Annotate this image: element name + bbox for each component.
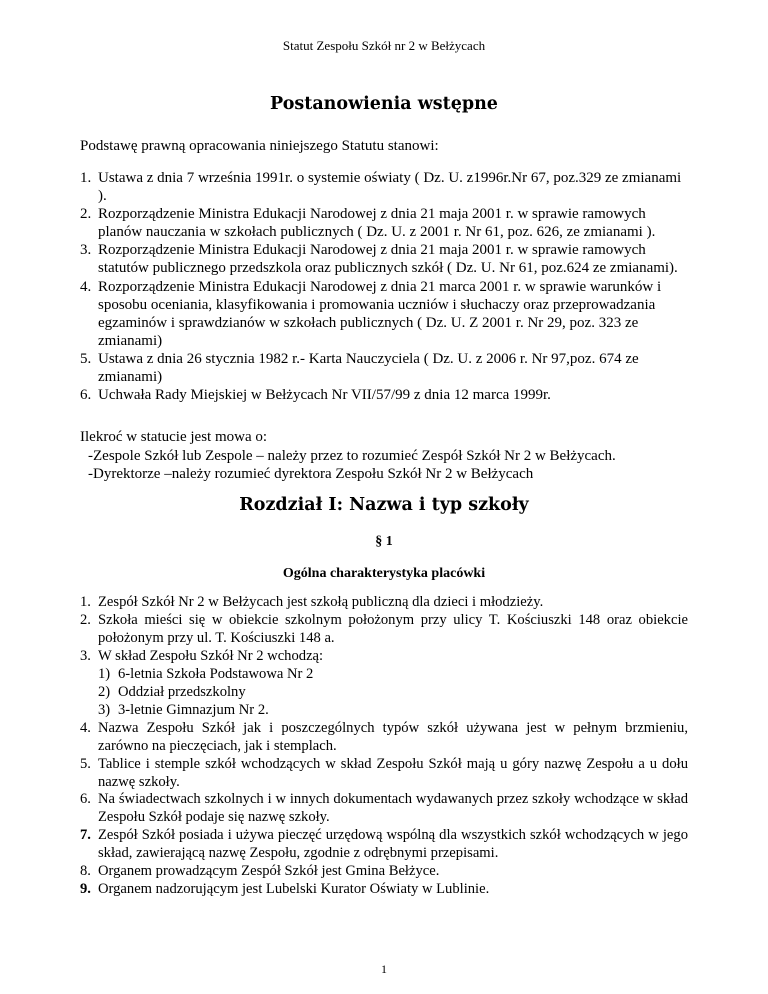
item-number: 5. bbox=[80, 755, 91, 772]
list-item bbox=[80, 612, 688, 648]
definition-item: -Dyrektorze –należy rozumieć dyrektora Zespołu Szkół Nr 2 w Bełżycach bbox=[88, 466, 534, 482]
nested-list bbox=[98, 666, 688, 720]
item-number: 2) bbox=[98, 683, 111, 700]
item-text: Oddział przedszkolny bbox=[118, 683, 246, 700]
definitions-block bbox=[80, 428, 616, 484]
item-number: 3. bbox=[80, 647, 91, 664]
item-text: Zespół Szkół posiada i używa pieczęć urzędową wspólną dla wszystkich szkół wchodzących w jego skład, zawierającą nazwę Zespołu, zgodnie z odrębnymi przepisami. bbox=[98, 827, 688, 862]
item-text: Szkoła mieści się w obiekcie szkolnym położonym przy ulicy T. Kościuszki 148 oraz obiekcie położonym przy ul. T. Kościuszki 148 a. bbox=[98, 611, 688, 646]
item-number: 8. bbox=[80, 863, 91, 880]
item-text: Na świadectwach szkolnych i w innych dokumentach wydawanych przez szkoły wchodzące w skład Zespołu Szkół podaje się nazwę szkoły. bbox=[98, 791, 688, 826]
item-number: 4. bbox=[80, 719, 91, 736]
list-item bbox=[80, 594, 688, 612]
list-item bbox=[80, 756, 688, 792]
list-item bbox=[80, 350, 688, 386]
item-text: Rozporządzenie Ministra Edukacji Narodowej z dnia 21 marca 2001 r. w sprawie warunków i sposobu oceniania, klasyfikowania i promowania uczniów i słuchaczy oraz przeprowadzania egzaminów i sprawdzianów w szkołach publicznych ( Dz. U. Z 2001 r. Nr 29, poz. 323 ze zmianami) bbox=[98, 278, 662, 349]
definitions-intro: Ilekroć w statucie jest mowa o: bbox=[80, 429, 268, 445]
list-item bbox=[80, 827, 688, 863]
item-text: Organem prowadzącym Zespół Szkół jest Gmina Bełżyce. bbox=[98, 863, 440, 880]
item-text: 3-letnie Gimnazjum Nr 2. bbox=[118, 701, 269, 718]
list-item bbox=[80, 648, 688, 720]
list-item bbox=[80, 863, 688, 881]
list-item bbox=[80, 278, 688, 350]
list-item bbox=[80, 720, 688, 756]
list-item bbox=[80, 205, 688, 241]
item-text: Zespół Szkół Nr 2 w Bełżycach jest szkołą publiczną dla dzieci i młodzieży. bbox=[98, 594, 544, 610]
chapter-title: Rozdział I: Nazwa i typ szkoły bbox=[239, 495, 529, 515]
running-header: Statut Zespołu Szkół nr 2 w Bełżycach bbox=[282, 38, 486, 53]
item-text: Rozporządzenie Ministra Edukacji Narodowej z dnia 21 maja 2001 r. w sprawie ramowych statutów publicznego przedszkola oraz publicznych szkół ( Dz. U. Nr 61, poz.624 ze zmianami). bbox=[98, 242, 678, 277]
preamble-intro: Podstawę prawną opracowania niniejszego Statutu stanowi: bbox=[80, 138, 439, 154]
list-item bbox=[80, 386, 688, 404]
nested-list-item bbox=[98, 684, 688, 702]
nested-list-item bbox=[98, 702, 688, 720]
page-number: 1 bbox=[381, 962, 387, 976]
item-number: 1. bbox=[80, 170, 92, 186]
item-text: Ustawa z dnia 7 września 1991r. o systemie oświaty ( Dz. U. z1996r.Nr 67, poz.329 ze zmianami ). bbox=[98, 170, 682, 205]
list-item bbox=[80, 241, 688, 277]
item-number: 2. bbox=[80, 206, 92, 223]
preamble-title: Postanowienia wstępne bbox=[270, 94, 498, 114]
list-item bbox=[80, 791, 688, 827]
item-text: 6-letnia Szkoła Podstawowa Nr 2 bbox=[118, 665, 314, 682]
paragraph-symbol: § 1 bbox=[375, 534, 393, 549]
item-text: Rozporządzenie Ministra Edukacji Narodowej z dnia 21 maja 2001 r. w sprawie ramowych planów nauczania w szkołach publicznych ( Dz. U. z 2001 r. Nr 61, poz. 626, ze zmianami ). bbox=[98, 206, 656, 241]
item-text: Nazwa Zespołu Szkół jak i poszczególnych typów szkół używana jest w pełnym brzmieniu, zarówno na pieczęciach, jak i stemplach. bbox=[98, 719, 688, 754]
item-text: Ustawa z dnia 26 stycznia 1982 r.- Karta Nauczyciela ( Dz. U. z 2006 r. Nr 97,poz. 674 ze zmianami) bbox=[98, 350, 639, 386]
item-text: Tablice i stemple szkół wchodzących w skład Zespołu Szkół mają u góry nazwę Zespołu a u dołu nazwę szkoły. bbox=[98, 755, 688, 790]
item-number: 1. bbox=[80, 594, 91, 610]
section-subtitle: Ogólna charakterystyka placówki bbox=[282, 566, 486, 581]
item-text: Uchwała Rady Miejskiej w Bełżycach Nr VII/57/99 z dnia 12 marca 1999r. bbox=[98, 387, 551, 404]
item-number: 5. bbox=[80, 350, 92, 367]
item-number: 3. bbox=[80, 242, 92, 259]
item-text: Organem nadzorującym jest Lubelski Kurator Oświaty w Lublinie. bbox=[98, 881, 490, 898]
item-number: 7. bbox=[80, 827, 91, 844]
nested-list-item bbox=[98, 666, 688, 684]
legal-basis-list bbox=[80, 169, 688, 404]
item-number: 3) bbox=[98, 701, 111, 718]
item-text: W skład Zespołu Szkół Nr 2 wchodzą: bbox=[98, 647, 324, 664]
list-item bbox=[80, 169, 688, 205]
chapter-items-list bbox=[80, 594, 688, 899]
item-number: 6. bbox=[80, 791, 91, 808]
item-number: 9. bbox=[80, 881, 91, 898]
item-number: 6. bbox=[80, 387, 92, 404]
item-number: 2. bbox=[80, 611, 91, 628]
definition-item: -Zespole Szkół lub Zespole – należy przez to rozumieć Zespół Szkół Nr 2 w Bełżycach. bbox=[88, 447, 616, 464]
item-number: 1) bbox=[98, 665, 111, 682]
list-item bbox=[80, 881, 688, 899]
item-number: 4. bbox=[80, 278, 92, 295]
